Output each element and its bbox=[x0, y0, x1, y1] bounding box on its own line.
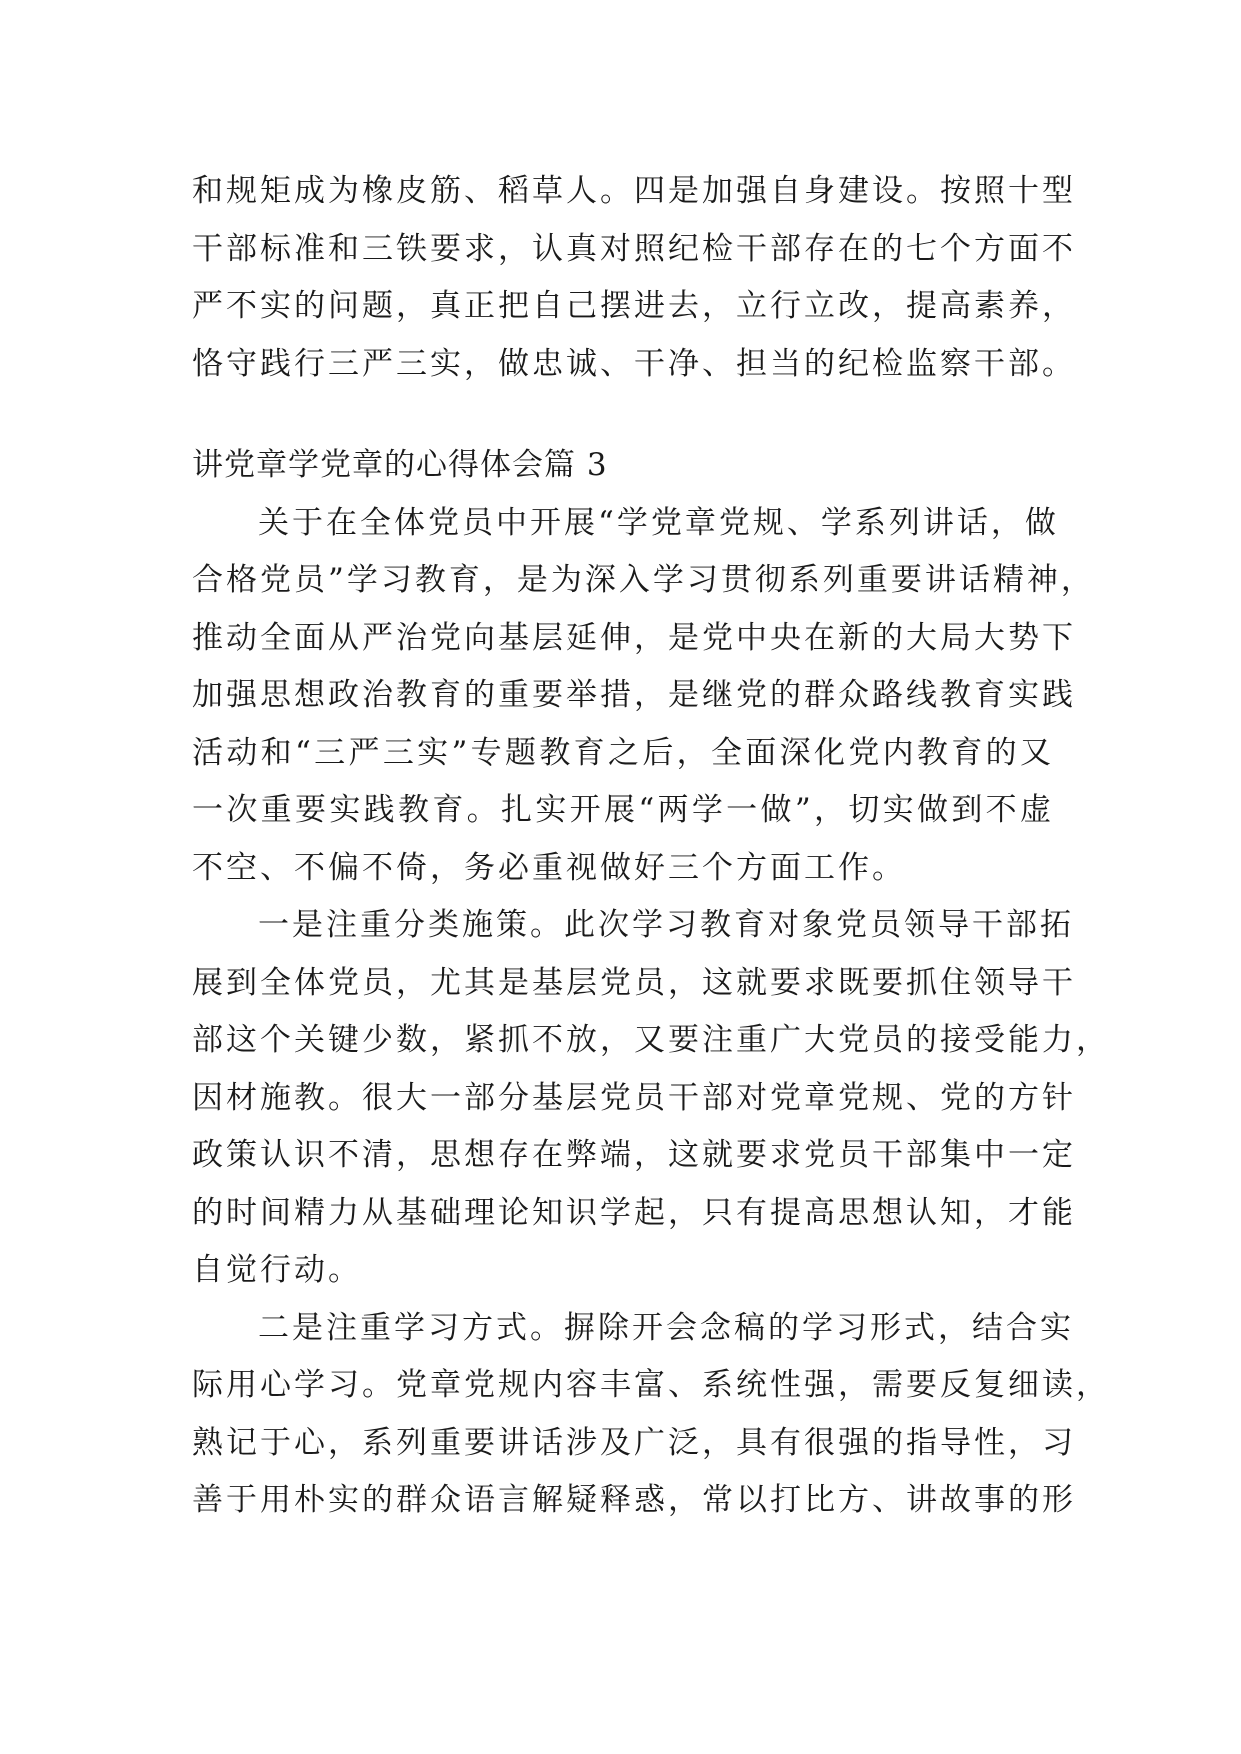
text-line: 政策认识不清，思想存在弊端，这就要求党员干部集中一定 bbox=[192, 1137, 1076, 1173]
text-line: 推动全面从严治党向基层延伸，是党中央在新的大局大势下 bbox=[192, 619, 1076, 656]
text-line: 恪守践行三严三实，做忠诚、干净、担当的纪检监察干部。 bbox=[192, 345, 1076, 382]
text-line: 部这个关键少数，紧抓不放，又要注重广大党员的接受能力， bbox=[192, 1022, 1110, 1058]
section-gap bbox=[192, 393, 1054, 437]
text-line: 一是注重分类施策。此次学习教育对象党员领导干部拓 bbox=[258, 907, 1074, 943]
paragraph-intro bbox=[192, 495, 1095, 898]
text-line: 熟记于心，系列重要讲话涉及广泛，具有很强的指导性，习 bbox=[192, 1424, 1076, 1461]
text-line: 善于用朴实的群众语言解疑释惑，常以打比方、讲故事的形 bbox=[192, 1482, 1076, 1518]
text-line: 干部标准和三铁要求，认真对照纪检干部存在的七个方面不 bbox=[192, 230, 1076, 267]
paragraph-point-one bbox=[192, 897, 1110, 1300]
text-line: 加强思想政治教育的重要举措，是继党的群众路线教育实践 bbox=[192, 677, 1076, 713]
text-line: 合格党员”学习教育，是为深入学习贯彻系列重要讲话精神， bbox=[192, 562, 1095, 598]
text-line: 活动和“三严三实”专题教育之后，全面深化党内教育的又 bbox=[192, 734, 1054, 771]
text-line: 展到全体党员，尤其是基层党员，这就要求既要抓住领导干 bbox=[192, 964, 1076, 1001]
text-line: 关于在全体党员中开展“学党章党规、学系列讲话，做 bbox=[258, 504, 1059, 541]
text-line: 因材施教。很大一部分基层党员干部对党章党规、党的方针 bbox=[192, 1079, 1076, 1116]
text-line: 二是注重学习方式。摒除开会念稿的学习形式，结合实 bbox=[258, 1309, 1074, 1346]
text-line: 际用心学习。党章党规内容丰富、系统性强，需要反复细读， bbox=[192, 1367, 1110, 1403]
text-line: 的时间精力从基础理论知识学起，只有提高思想认知，才能 bbox=[192, 1194, 1076, 1231]
paragraph-continued bbox=[192, 163, 1076, 393]
document-body bbox=[192, 163, 1110, 1530]
text-line: 和规矩成为橡皮筋、稻草人。四是加强自身建设。按照十型 bbox=[192, 173, 1076, 209]
text-line: 一次重要实践教育。扎实开展“两学一做”，切实做到不虚 bbox=[192, 792, 1054, 828]
paragraph-point-two bbox=[192, 1300, 1110, 1530]
text-line: 严不实的问题，真正把自己摆进去，立行立改，提高素养， bbox=[192, 288, 1076, 324]
text-line: 不空、不偏不倚，务必重视做好三个方面工作。 bbox=[192, 849, 906, 886]
section-heading: 讲党章学党章的心得体会篇 3 bbox=[192, 447, 608, 483]
text-line: 自觉行动。 bbox=[192, 1252, 362, 1288]
